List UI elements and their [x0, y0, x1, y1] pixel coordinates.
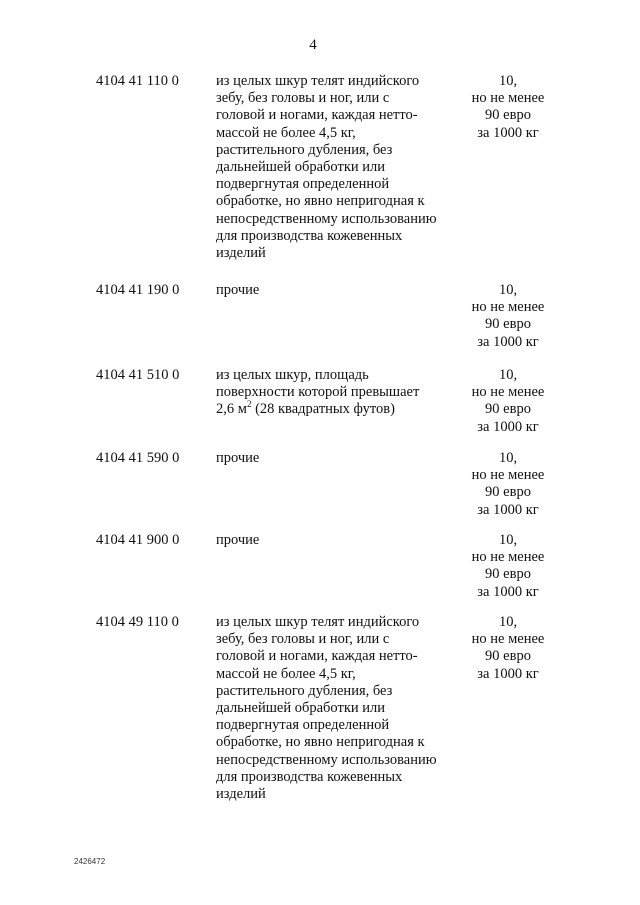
tariff-code: 4104 41 190 0	[96, 282, 180, 298]
goods-description: из целых шкур телят индийского зебу, без головы и ног, или с головой и ногами, каждая нетто- массой не более 4,5 кг, растительного дубления, без дальнейшей обработки или подвергнутая определенной обработке, но явно непригодная к непосредственному использованию для производства кожевенных изделий	[216, 73, 437, 262]
duty-rate: 10, но не менее 90 евро за 1000 кг	[471, 532, 545, 600]
goods-description-line: 2,6 $м^2$ (28 квадратных футов)	[216, 399, 395, 418]
tariff-code: 4104 49 110 0	[96, 614, 179, 630]
tariff-code: 4104 41 510 0	[96, 367, 180, 383]
duty-rate: 10, но не менее 90 евро за 1000 кг	[471, 73, 545, 141]
goods-description: прочие	[216, 532, 260, 548]
goods-description: из целых шкур телят индийского зебу, без головы и ног, или с головой и ногами, каждая нетто- массой не более 4,5 кг, растительного дубления, без дальнейшей обработки или подвергнутая определенной обработке, но явно непригодная к непосредственному использованию для производства кожевенных изделий	[216, 614, 437, 803]
goods-description: прочие	[216, 282, 260, 298]
superscript: 2	[246, 399, 252, 410]
goods-description-line: поверхности которой превышает	[216, 384, 420, 401]
duty-rate: 10, но не менее 90 евро за 1000 кг	[471, 282, 545, 350]
goods-description-line: из целых шкур, площадь	[216, 367, 369, 383]
tariff-code: 4104 41 110 0	[96, 73, 179, 89]
goods-description	[216, 367, 456, 419]
tariff-code: 4104 41 590 0	[96, 450, 180, 466]
duty-rate: 10, но не менее 90 евро за 1000 кг	[471, 367, 545, 435]
duty-rate: 10, но не менее 90 евро за 1000 кг	[471, 614, 545, 682]
duty-rate: 10, но не менее 90 евро за 1000 кг	[471, 450, 545, 518]
page-number: 4	[309, 37, 317, 53]
tariff-code: 4104 41 900 0	[96, 532, 180, 548]
document-id: 2426472	[74, 857, 106, 866]
goods-description: прочие	[216, 450, 260, 466]
